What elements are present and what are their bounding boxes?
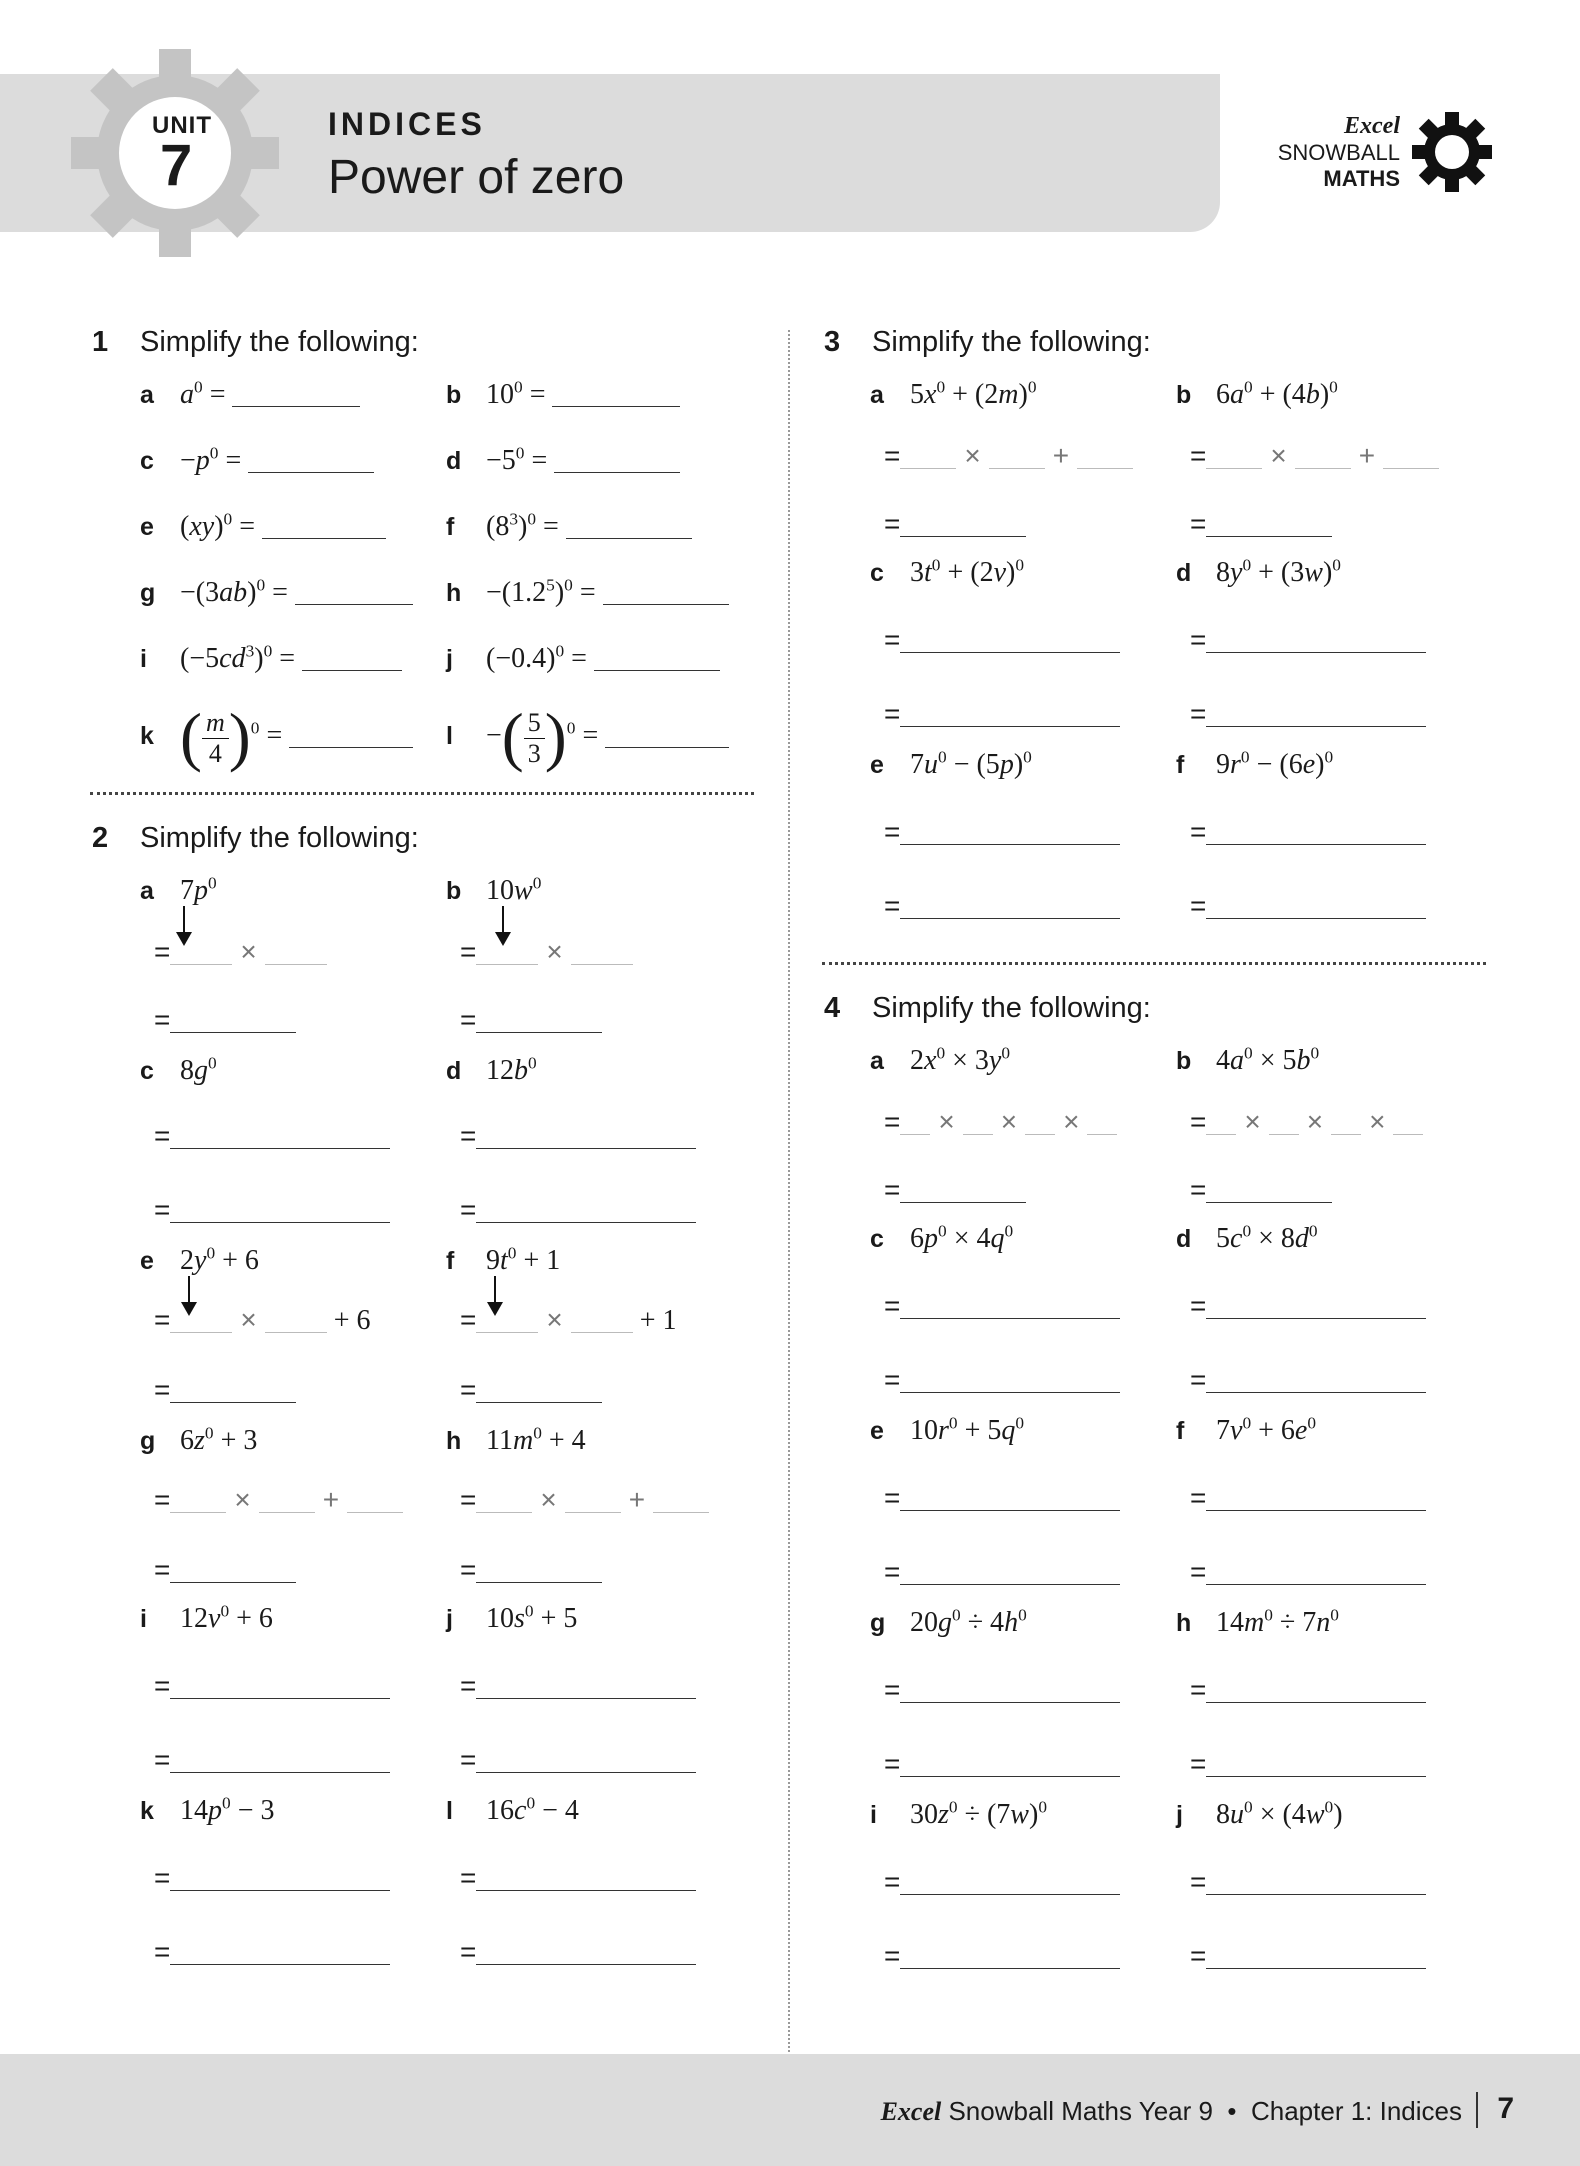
working-line: = × × × bbox=[1190, 1106, 1423, 1138]
q1-item-g: $g -(3ab)^0$ = bbox=[140, 576, 413, 609]
answer-blank[interactable] bbox=[605, 746, 729, 748]
question-number: 4 bbox=[824, 992, 841, 1024]
working-line: = bbox=[154, 1862, 390, 1894]
working-line: = bbox=[884, 1866, 1120, 1898]
working-line: = × × × bbox=[884, 1106, 1117, 1138]
working-line: = × + 1 bbox=[460, 1304, 677, 1336]
logo-line-1: Excel bbox=[1344, 113, 1400, 139]
working-line: = bbox=[884, 698, 1120, 730]
working-line: = bbox=[884, 1556, 1120, 1588]
footer-separator bbox=[1476, 2092, 1478, 2128]
q1-item-f: f $(8^3)^0$ = bbox=[446, 510, 692, 543]
q3-item-d: d $8y^0 + (3w)^0$ bbox=[1176, 555, 1341, 588]
q1-item-i: i $(-5cd^3)^0$ = bbox=[140, 642, 402, 675]
working-line: = bbox=[1190, 1940, 1426, 1972]
working-line: = bbox=[884, 1748, 1120, 1780]
q1-item-l: l −( $\frac{5}{3}$ )$^0$ = bbox=[446, 700, 729, 776]
working-line: = bbox=[884, 816, 1120, 848]
answer-blank[interactable] bbox=[552, 405, 680, 407]
answer-blank[interactable] bbox=[295, 603, 413, 605]
q3-item-f: f $9r^0 - (6e)^0$ bbox=[1176, 747, 1334, 780]
working-line: = bbox=[154, 1374, 296, 1406]
logo-line-2: SNOWBALL bbox=[1277, 140, 1400, 165]
unit-label: UNIT bbox=[152, 112, 212, 139]
section-divider bbox=[90, 792, 754, 795]
working-line: = bbox=[154, 1744, 390, 1776]
arrow-down-icon bbox=[494, 1276, 496, 1304]
brand-logo bbox=[1262, 108, 1492, 198]
q2-item-k: k $14p^0 - 3$ bbox=[140, 1793, 275, 1826]
q2-item-j: j $10s^0 + 5$ bbox=[446, 1601, 578, 1634]
q2-item-g: g $6z^0 + 3$ bbox=[140, 1423, 258, 1456]
question-number: 1 bbox=[92, 326, 109, 358]
footer-brand: Excel bbox=[880, 2097, 942, 2126]
answer-blank[interactable] bbox=[289, 746, 413, 748]
working-line: = bbox=[1190, 1748, 1426, 1780]
q4-item-b: b $4a^0 \times 5b^0$ bbox=[1176, 1043, 1320, 1076]
answer-blank[interactable] bbox=[262, 537, 386, 539]
working-line: = bbox=[460, 1744, 696, 1776]
footer-chapter: Chapter 1: Indices bbox=[1250, 2096, 1462, 2126]
q3-item-b: b $6a^0 + (4b)^0$ bbox=[1176, 377, 1338, 410]
working-line: = bbox=[1190, 624, 1426, 656]
q3-item-e: e $7u^0 - (5p)^0$ bbox=[870, 747, 1032, 780]
working-line: = bbox=[460, 1670, 696, 1702]
working-line: = bbox=[1190, 1482, 1426, 1514]
q2-item-i: i $12v^0 + 6$ bbox=[140, 1601, 273, 1634]
topic-heading: INDICES bbox=[328, 106, 486, 142]
q4-item-j: j $8u^0 \times (4w^0)$ bbox=[1176, 1797, 1343, 1830]
working-line: = bbox=[1190, 1364, 1426, 1396]
working-line: = bbox=[884, 1940, 1120, 1972]
working-line: = bbox=[1190, 1556, 1426, 1588]
arrow-down-icon bbox=[188, 1276, 190, 1304]
q1-item-b: b $10^0$ = bbox=[446, 378, 680, 411]
q1-item-j: j $(-0.4)^0$ = bbox=[446, 642, 720, 675]
working-line: = bbox=[1190, 1674, 1426, 1706]
working-line: = bbox=[460, 1936, 696, 1968]
arrow-down-icon bbox=[502, 906, 504, 934]
working-line: = × + bbox=[884, 440, 1133, 472]
question-prompt: Simplify the following: bbox=[872, 992, 1151, 1024]
working-line: = bbox=[154, 1670, 390, 1702]
working-line: = bbox=[460, 1374, 602, 1406]
q2-item-e: e $2y^0 + 6$ bbox=[140, 1243, 259, 1276]
answer-blank[interactable] bbox=[248, 471, 374, 473]
working-line: = bbox=[884, 508, 1026, 540]
q4-item-c: c $6p^0 \times 4q^0$ bbox=[870, 1221, 1014, 1254]
q1-item-h: $h -(1.2^5)^0$ = bbox=[446, 576, 729, 609]
answer-blank[interactable] bbox=[603, 603, 729, 605]
working-line: = bbox=[884, 1674, 1120, 1706]
q2-item-a: a $7p^0$ bbox=[140, 873, 217, 906]
q2-item-h: h $11m^0 + 4$ bbox=[446, 1423, 586, 1456]
question-prompt: Simplify the following: bbox=[872, 326, 1151, 358]
working-line: = × bbox=[460, 936, 633, 968]
working-line: = bbox=[460, 1862, 696, 1894]
working-line: = bbox=[1190, 1174, 1332, 1206]
answer-blank[interactable] bbox=[302, 669, 402, 671]
working-line: = bbox=[884, 890, 1120, 922]
unit-number: 7 bbox=[160, 133, 193, 198]
q2-item-c: c $8g^0$ bbox=[140, 1053, 217, 1086]
working-line: = bbox=[1190, 508, 1332, 540]
q4-item-d: d $5c^0 \times 8d^0$ bbox=[1176, 1221, 1318, 1254]
q4-item-a: a $2x^0 \times 3y^0$ bbox=[870, 1043, 1011, 1076]
working-line: = bbox=[884, 624, 1120, 656]
answer-blank[interactable] bbox=[566, 537, 692, 539]
working-line: = bbox=[154, 1004, 296, 1036]
working-line: = bbox=[1190, 1866, 1426, 1898]
footer-text bbox=[881, 2096, 1462, 2127]
question-prompt: Simplify the following: bbox=[140, 326, 419, 358]
page-number: 7 bbox=[1497, 2092, 1514, 2125]
question-number: 3 bbox=[824, 326, 841, 358]
working-line: = × + bbox=[154, 1484, 403, 1516]
footer-bullet: • bbox=[1227, 2096, 1237, 2126]
working-line: = bbox=[154, 1120, 390, 1152]
working-line: = bbox=[1190, 890, 1426, 922]
q4-item-h: h $14m^0 \div 7n^0$ bbox=[1176, 1605, 1339, 1638]
logo-line-3: MATHS bbox=[1323, 166, 1400, 191]
working-line: = × + bbox=[1190, 440, 1439, 472]
working-line: = bbox=[154, 1194, 390, 1226]
section-divider bbox=[822, 962, 1486, 965]
question-number: 2 bbox=[92, 822, 109, 854]
q2-item-d: d $12b^0$ bbox=[446, 1053, 537, 1086]
page-title: Power of zero bbox=[328, 151, 625, 204]
working-line: = bbox=[460, 1004, 602, 1036]
working-line: = bbox=[460, 1554, 602, 1586]
working-line: = bbox=[460, 1194, 696, 1226]
question-prompt: Simplify the following: bbox=[140, 822, 419, 854]
answer-blank[interactable] bbox=[554, 471, 680, 473]
q1-item-e: e (xy)$^0$ = bbox=[140, 510, 386, 543]
q4-item-e: e $10r^0 + 5q^0$ bbox=[870, 1413, 1025, 1446]
working-line: = bbox=[884, 1482, 1120, 1514]
working-line: = × + 6 bbox=[154, 1304, 371, 1336]
snowball-gear-icon bbox=[1412, 112, 1492, 192]
working-line: = × + bbox=[460, 1484, 709, 1516]
working-line: = bbox=[884, 1364, 1120, 1396]
q4-item-i: i $30z^0 \div (7w)^0$ bbox=[870, 1797, 1047, 1830]
working-line: = bbox=[884, 1174, 1026, 1206]
page-footer bbox=[0, 2054, 1580, 2166]
q1-item-d: $d -5^0$ = bbox=[446, 444, 680, 477]
q1-item-c: $c -p^0$ = bbox=[140, 444, 374, 477]
footer-book: Snowball Maths Year 9 bbox=[948, 2096, 1213, 2126]
answer-blank[interactable] bbox=[594, 669, 720, 671]
answer-blank[interactable] bbox=[232, 405, 360, 407]
q4-item-g: g $20g^0 \div 4h^0$ bbox=[870, 1605, 1027, 1638]
working-line: = bbox=[460, 1120, 696, 1152]
working-line: = bbox=[1190, 1290, 1426, 1322]
working-line: = bbox=[1190, 698, 1426, 730]
working-line: = bbox=[154, 1554, 296, 1586]
q1-item-a: a $a^0$ = bbox=[140, 378, 360, 411]
arrow-down-icon bbox=[183, 906, 185, 934]
q1-item-k: k ( $\frac{m}{4}$ )$^0$ = bbox=[140, 700, 413, 776]
q2-item-l: l $16c^0 - 4$ bbox=[446, 1793, 579, 1826]
working-line: = × bbox=[154, 936, 327, 968]
q3-item-c: c $3t^0 + (2v)^0$ bbox=[870, 555, 1025, 588]
q2-item-f: f $9t^0 + 1$ bbox=[446, 1243, 561, 1276]
working-line: = bbox=[884, 1290, 1120, 1322]
working-line: = bbox=[1190, 816, 1426, 848]
q2-item-b: b $10w^0$ bbox=[446, 873, 542, 906]
q3-item-a: a $5x^0 + (2m)^0$ bbox=[870, 377, 1037, 410]
working-line: = bbox=[154, 1936, 390, 1968]
column-divider bbox=[788, 330, 790, 2060]
q4-item-f: f $7v^0 + 6e^0$ bbox=[1176, 1413, 1317, 1446]
